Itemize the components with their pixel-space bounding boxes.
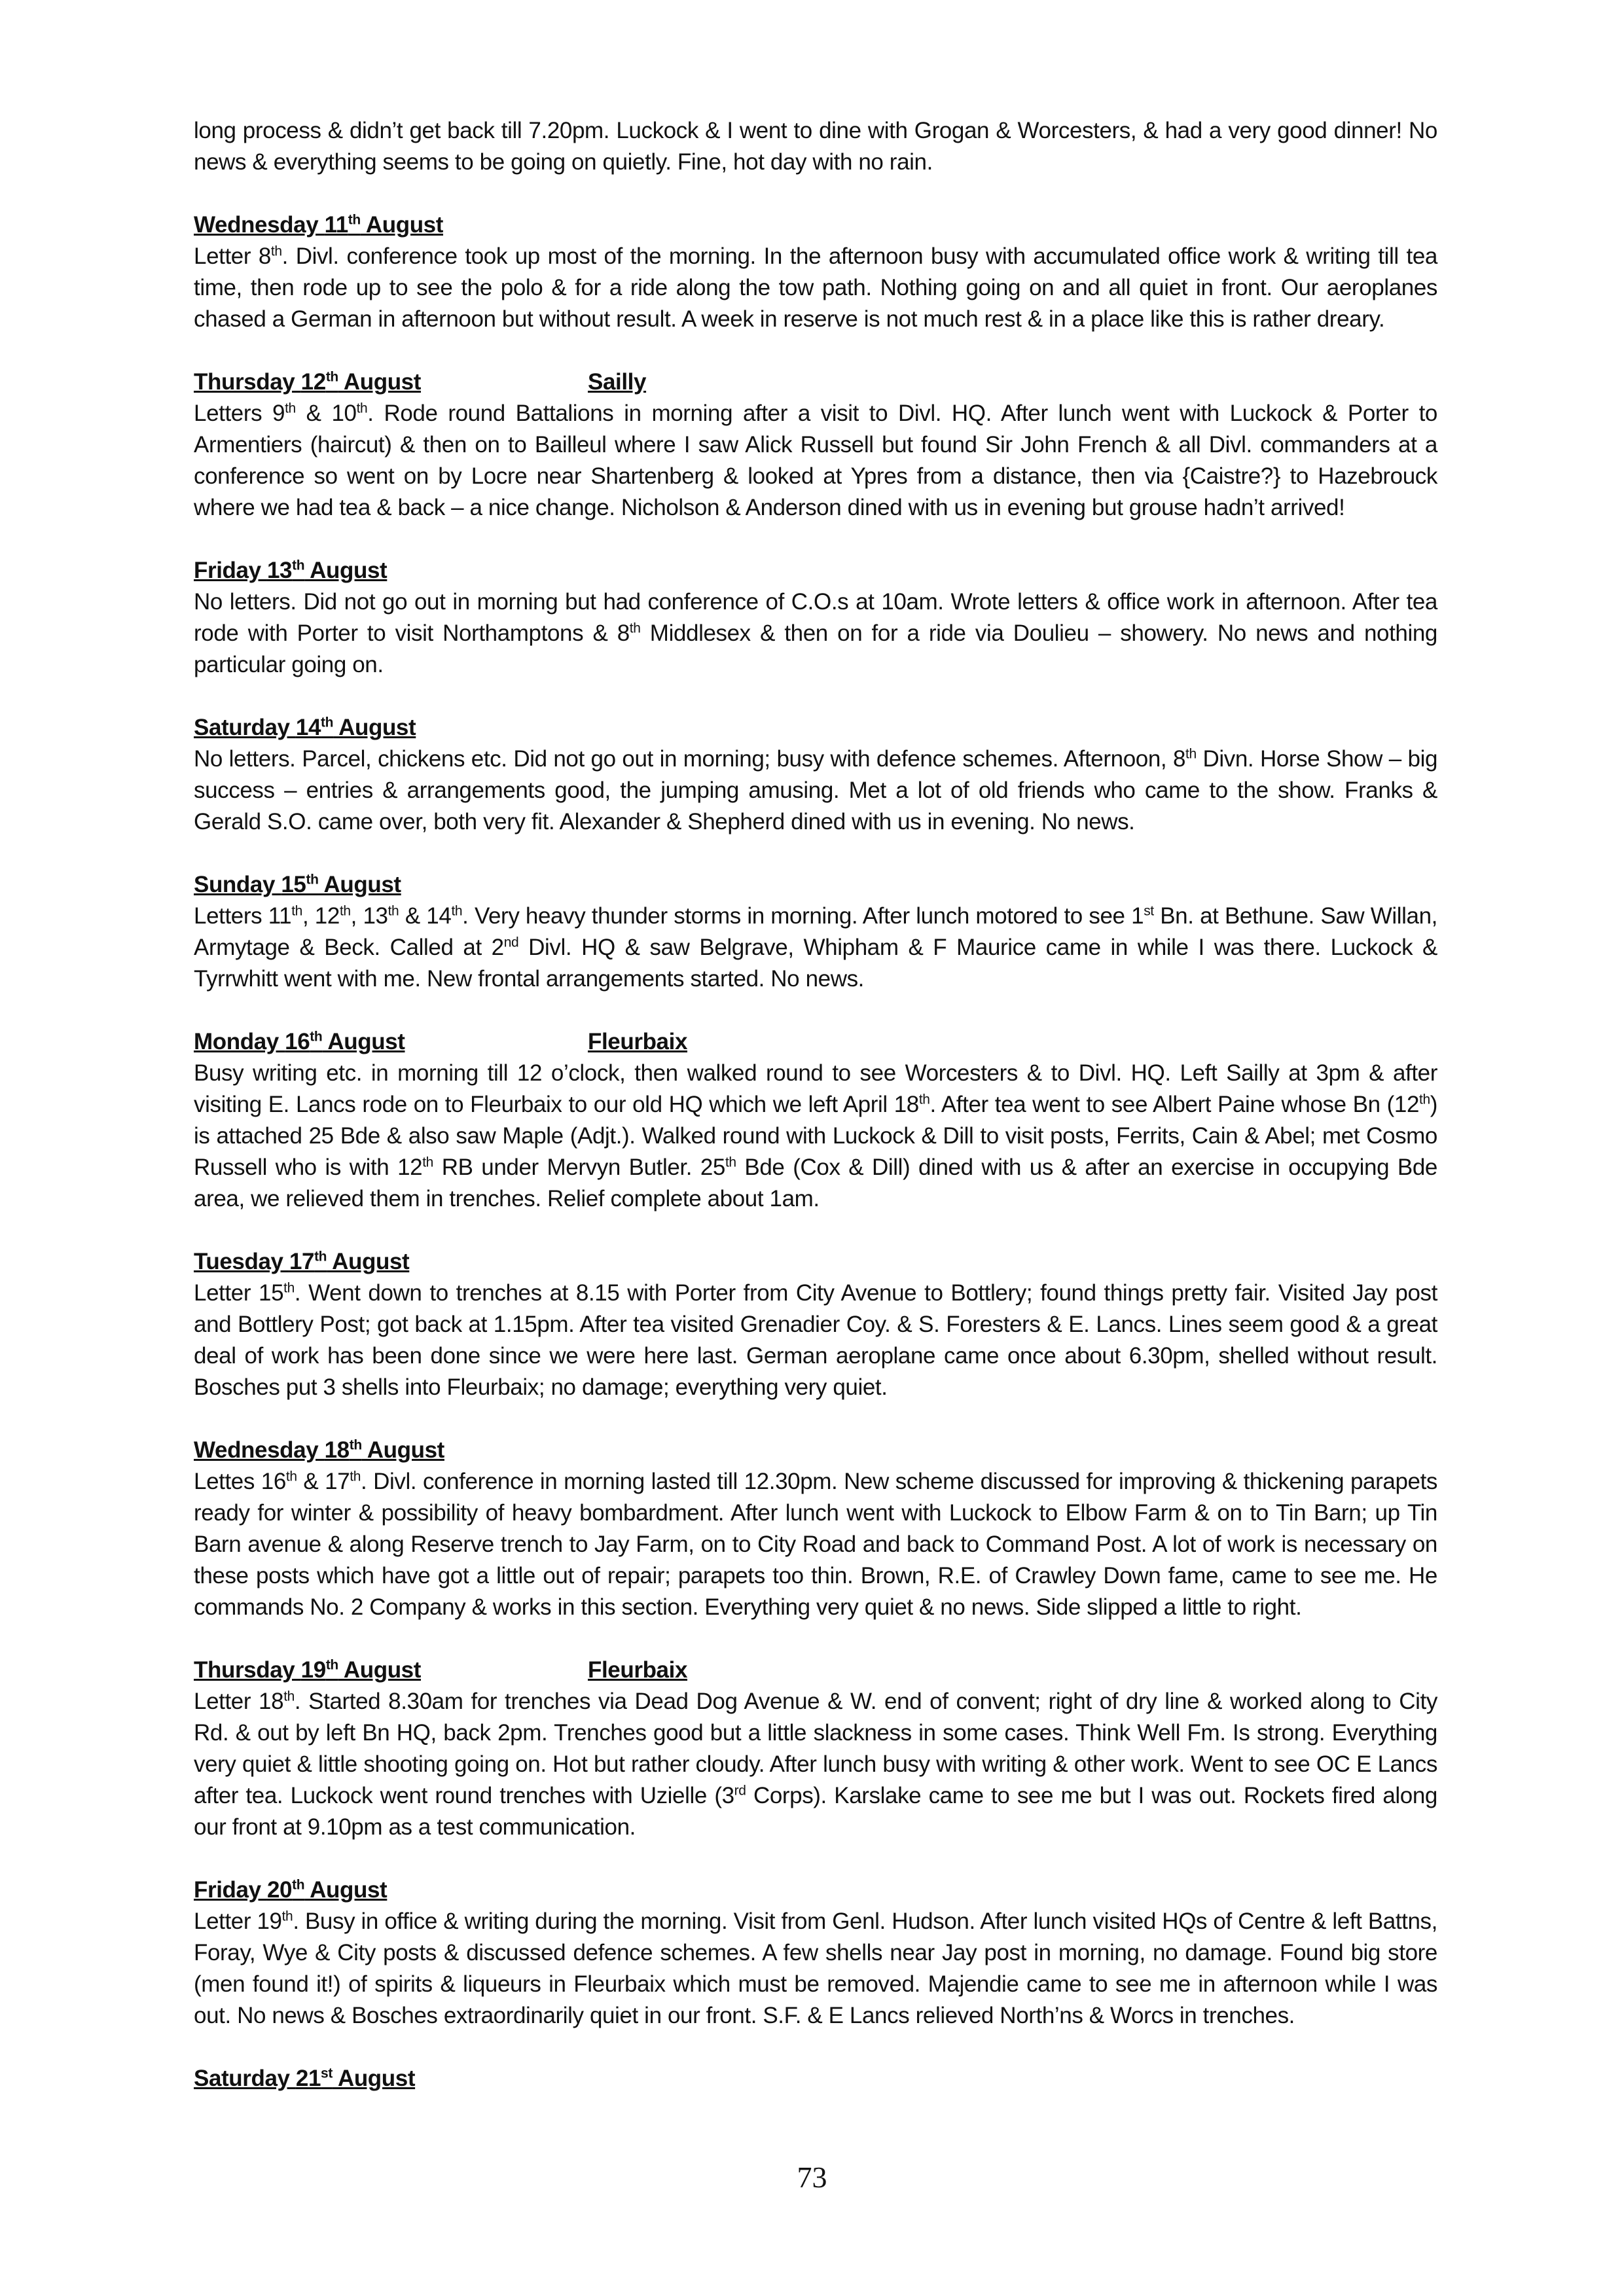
- entry-place: Fleurbaix: [588, 1029, 688, 1054]
- entry-date: Sunday 15th August: [194, 872, 401, 897]
- diary-entry: [194, 1246, 1437, 1403]
- diary-entry: [194, 1655, 1437, 1843]
- diary-entry: [194, 209, 1437, 335]
- diary-entry: [194, 2063, 1437, 2094]
- entry-text: No letters. Did not go out in morning but had conference of C.O.s at 10am. Wrote letters & office work in afternoon. After tea rode with Porter to visit Northamptons & 8th Middlesex & then on for a ride via Doulieu – showery. No news and nothing particular going on.: [194, 589, 1437, 677]
- diary-entry: [194, 1435, 1437, 1623]
- entry-text: Letter 18th. Started 8.30am for trenches via Dead Dog Avenue & W. end of convent; right of dry line & worked along to City Rd. & out by left Bn HQ, back 2pm. Trenches good but a little slackness in some cases. Think Well Fm. Is strong. Everything very quiet & little shooting going on. Hot but rather cloudy. After lunch busy with writing & other work. Went to see OC E Lancs after tea. Luckock went round trenches with Uzielle (3rd Corps). Karslake came to see me but I was out. Rockets fired along our front at 9.10pm as a test communication.: [194, 1689, 1437, 1840]
- entry-date: Thursday 19th August: [194, 1657, 422, 1683]
- entry-date: Wednesday 18th August: [194, 1437, 444, 1463]
- entry-heading: [194, 2063, 1437, 2094]
- entry-date: Thursday 12th August: [194, 369, 422, 395]
- entry-heading: [194, 1246, 1437, 1278]
- entry-heading: [194, 712, 1437, 744]
- diary-entry: [194, 869, 1437, 995]
- intro-paragraph: long process & didn’t get back till 7.20pm. Luckock & I went to dine with Grogan & Worcesters, & had a very good dinner! No news & everything seems to be going on quietly. Fine, hot day with no rain.: [194, 118, 1437, 175]
- entry-date: Friday 20th August: [194, 1877, 388, 1903]
- diary-entry: [194, 1026, 1437, 1215]
- entry-heading: [194, 1655, 1437, 1686]
- diary-entries: [194, 209, 1437, 2094]
- entry-date: Friday 13th August: [194, 558, 388, 583]
- entry-date: Saturday 21st August: [194, 2066, 416, 2091]
- entry-place: Sailly: [588, 369, 647, 395]
- entry-heading: [194, 1026, 1437, 1058]
- entry-text: Busy writing etc. in morning till 12 o’clock, then walked round to see Worcesters & to Divl. HQ. Left Sailly at 3pm & after visiting E. Lancs rode on to Fleurbaix to our old HQ which we left April 18th. After tea went to see Albert Paine whose Bn (12th) is attached 25 Bde & also saw Maple (Adjt.). Walked round with Luckock & Dill to visit posts, Ferrits, Cain & Abel; met Cosmo Russell who is with 12th RB under Mervyn Butler. 25th Bde (Cox & Dill) dined with us & after an exercise in occupying Bde area, we relieved them in trenches. Relief complete about 1am.: [194, 1060, 1437, 1211]
- entry-date: Monday 16th August: [194, 1029, 405, 1054]
- entry-heading: [194, 1874, 1437, 1906]
- entry-heading: [194, 209, 1437, 241]
- diary-entry: [194, 1874, 1437, 2032]
- entry-heading: [194, 869, 1437, 901]
- entry-heading: [194, 1435, 1437, 1466]
- diary-entry: [194, 712, 1437, 838]
- entry-text: Letter 15th. Went down to trenches at 8.15 with Porter from City Avenue to Bottlery; found things pretty fair. Visited Jay post and Bottlery Post; got back at 1.15pm. After tea visited Grenadier Coy. & S. Foresters & E. Lancs. Lines seem good & a great deal of work has been done since we were here last. German aeroplane came once about 6.30pm, shelled without result. Bosches put 3 shells into Fleurbaix; no damage; everything very quiet.: [194, 1280, 1437, 1400]
- entry-text: Letter 19th. Busy in office & writing during the morning. Visit from Genl. Hudson. After lunch visited HQs of Centre & left Battns, Foray, Wye & City posts & discussed defence schemes. A few shells near Jay post in morning, no damage. Found big store (men found it!) of spirits & liqueurs in Fleurbaix which must be removed. Majendie came to see me in afternoon while I was out. No news & Bosches extraordinarily quiet in our front. S.F. & E Lancs relieved North’ns & Worcs in trenches.: [194, 1909, 1437, 2028]
- diary-page: [194, 115, 1437, 2094]
- entry-text: Letter 8th. Divl. conference took up most of the morning. In the afternoon busy with accumulated office work & writing till tea time, then rode up to see the polo & for a ride along the tow path. Nothing going on and all quiet in front. Our aeroplanes chased a German in afternoon but without result. A week in reserve is not much rest & in a place like this is rather dreary.: [194, 243, 1437, 332]
- diary-entry: [194, 555, 1437, 681]
- entry-text: No letters. Parcel, chickens etc. Did not go out in morning; busy with defence schemes. Afternoon, 8th Divn. Horse Show – big success – entries & arrangements good, the jumping amusing. Met a lot of old friends who came to the show. Franks & Gerald S.O. came over, both very fit. Alexander & Shepherd dined with us in evening. No news.: [194, 746, 1438, 834]
- entry-text: Lettes 16th & 17th. Divl. conference in morning lasted till 12.30pm. New scheme discussed for improving & thickening parapets ready for winter & possibility of heavy bombardment. After lunch went with Luckock to Elbow Farm & on to Tin Barn; up Tin Barn avenue & along Reserve trench to Jay Farm, on to City Road and back to Command Post. A lot of work is necessary on these posts which have got a little out of repair; parapets too thin. Brown, R.E. of Crawley Down fame, came to see me. He commands No. 2 Company & works in this section. Everything very quiet & no news. Side slipped a little to right.: [194, 1469, 1437, 1620]
- entry-place: Fleurbaix: [588, 1657, 688, 1683]
- entry-date: Saturday 14th August: [194, 715, 416, 740]
- diary-entry: [194, 367, 1437, 524]
- entry-text: Letters 11th, 12th, 13th & 14th. Very heavy thunder storms in morning. After lunch motored to see 1st Bn. at Bethune. Saw Willan, Armytage & Beck. Called at 2nd Divl. HQ & saw Belgrave, Whipham & F Maurice came in while I was there. Luckock & Tyrrwhitt went with me. New frontal arrangements started. No news.: [194, 903, 1438, 992]
- entry-text: Letters 9th & 10th. Rode round Battalions in morning after a visit to Divl. HQ. After lunch went with Luckock & Porter to Armentiers (haircut) & then on to Bailleul where I saw Alick Russell but found Sir John French & all Divl. commanders at a conference so went on by Locre near Shartenberg & looked at Ypres from a distance, then via {Caistre?} to Hazebrouck where we had tea & back – a nice change. Nicholson & Anderson dined with us in evening but grouse hadn’t arrived!: [194, 401, 1437, 520]
- entry-heading: [194, 367, 1437, 398]
- entry-date: Tuesday 17th August: [194, 1249, 410, 1274]
- entry-date: Wednesday 11th August: [194, 212, 443, 238]
- page-number: 73: [797, 2161, 827, 2194]
- entry-heading: [194, 555, 1437, 586]
